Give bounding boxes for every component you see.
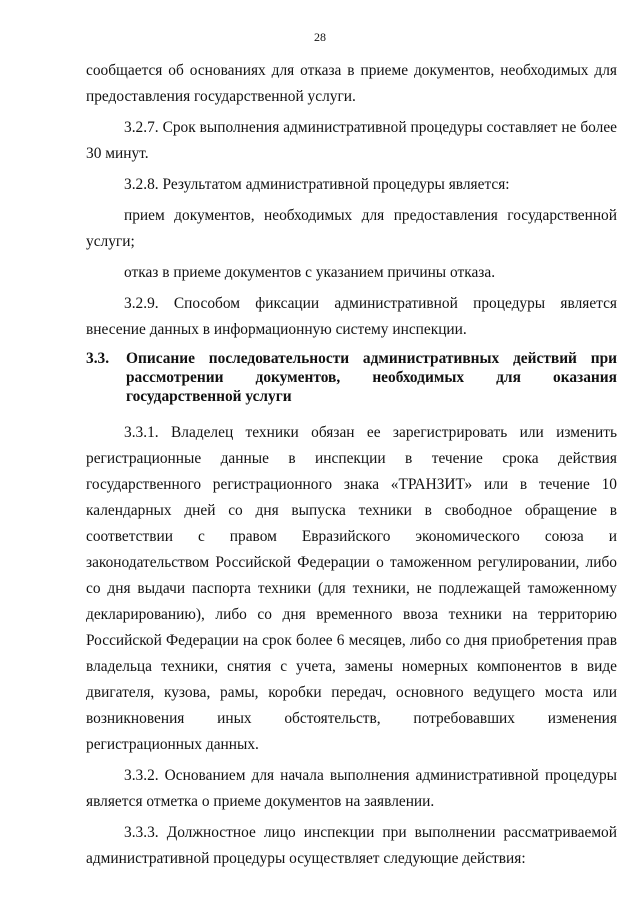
paragraph: 3.2.7. Срок выполнения административной процедуры составляет не более 30 минут. [86,119,617,162]
section-number: 3.3. [86,350,110,367]
paragraph: отказ в приеме документов с указанием причины отказа. [124,264,496,281]
paragraph: 3.3.2. Основанием для начала выполнения административной процедуры является отметка о приеме документов на заявлении. [86,767,617,810]
section-heading [86,349,617,406]
paragraph: 3.3.3. Должностное лицо инспекции при выполнении рассматриваемой административной процедуры осуществляет следующие действия: [86,824,617,867]
paragraph: 3.2.8. Результатом административной процедуры является: [124,176,510,193]
paragraph: 3.2.9. Способом фиксации административной процедуры является внесение данных в информационную систему инспекции. [86,295,617,338]
paragraph: сообщается об основаниях для отказа в приеме документов, необходимых для предоставления государственной услуги. [86,62,617,105]
page-number: 28 [314,30,326,44]
paragraph: прием документов, необходимых для предоставления государственной услуги; [86,207,617,250]
document-body [86,58,617,877]
paragraph: 3.3.1. Владелец техники обязан ее зарегистрировать или изменить регистрационные данные в инспекции в течение срока действия государственного регистрационного знака «ТРАНЗИТ» или в течение 10 календарных дней со дня выпуска техники в свободное обращение в соответствии с правом Евразийского экономического союза и законодательством Российской Федерации о таможенном регулировании, либо со дня выдачи паспорта техники (для техники, не подлежащей таможенному декларированию), либо со дня временного ввоза техники на территорию Российской Федерации на срок более 6 месяцев, либо со дня приобретения прав владельца техники, снятия с учета, замены номерных компонентов в виде двигателя, кузова, рамы, коробки передач, основного ведущего моста или возникновения иных обстоятельств, потребовавших изменения регистрационных данных. [86,424,617,753]
section-title: Описание последовательности административных действий при рассмотрении документов, необходимых для оказания государственной услуги [126,350,617,405]
